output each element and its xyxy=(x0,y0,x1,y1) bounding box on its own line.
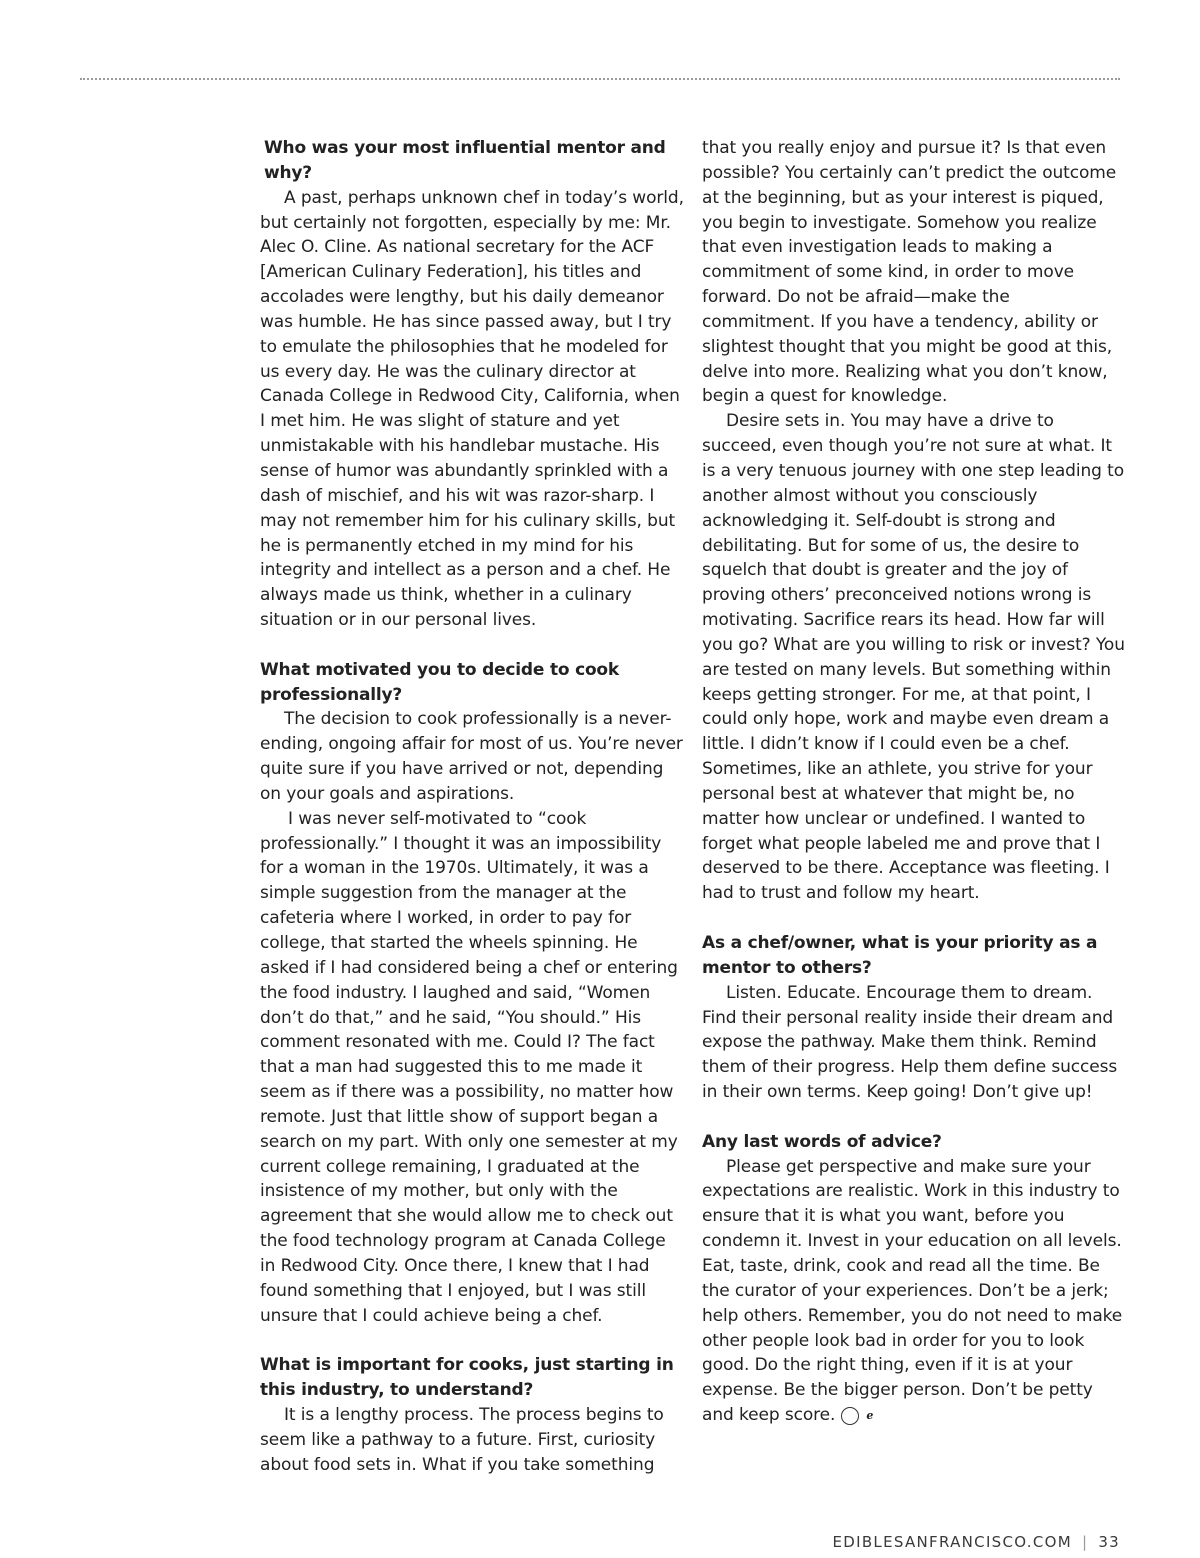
answer-advice xyxy=(702,1155,1126,1428)
answer-motivation-2: I was never self-motivated to “cook professionally.” I thought it was an impossibility for a woman in the 1970s. Ultimately, it was a simple suggestion from the manager at the cafeteria where I worked, in order to pay for college, that started the wheels spinning. He asked if I had considered being a chef or entering the food industry. I laughed and said, “Women don’t do that,” and he said, “You should.” His comment resonated with me. Could I? The fact that a man had suggested this to me made it seem as if there was a possibility, no matter how remote. Just that little show of support began a search on my part. With only one semester at my current college remaining, I graduated at the insistence of my mother, but only with the agreement that she would allow me to check out the food technology program at Canada College in Redwood City. Once there, I knew that I had found something that I enjoyed, but I was still unsure that I could achieve being a chef. xyxy=(260,808,678,1326)
answer-cooks-starting-2: Desire sets in. You may have a drive to succeed, even though you’re not sure at what. It is a very tenuous journey with one step leading to another almost without you consciously acknowledging it. Self-doubt is strong and debilitating. But for some of us, the desire to squelch that doubt is greater and the joy of proving others’ preconceived notions wrong is motivating. Sacrifice rears its head. How far will you go? What are you willing to risk or invest? You are tested on many levels. But something within keeps getting stronger. For me, at that point, I could only hope, work and maybe even dream a little. I didn’t know if I could even be a chef. Sometimes, like an athlete, you strive for your personal best at whatever that might be, no matter how unclear or undefined. I wanted to forget what people labeled me and prove that I deserved to be there. Acceptance was fleeting. I had to trust and follow my heart. xyxy=(702,411,1125,904)
question-mentor: Who was your most influential mentor and why? xyxy=(264,138,666,183)
answer-cooks-starting-continued: that you really enjoy and pursue it? Is that even possible? You certainly can’t predict the outcome at the beginning, but as your interest is piqued, you begin to investigate. Somehow you realize that even investigation leads to making a commitment of some kind, in order to move forward. Do not be afraid—make the commitment. If you have a tendency, ability or slightest thought that you might be good at this, delve into more. Realizing what you don’t know, begin a quest for knowledge. xyxy=(702,138,1117,407)
answer-motivation-1: The decision to cook professionally is a never-ending, ongoing affair for most of us. You’re never quite sure if you have arrived or not, depending on your goals and aspirations. xyxy=(260,709,683,804)
top-dotted-rule xyxy=(80,78,1120,80)
page-number: 33 xyxy=(1098,1533,1120,1551)
question-advice: Any last words of advice? xyxy=(702,1131,942,1152)
footer-site: EDIBLESANFRANCISCO.COM xyxy=(832,1533,1072,1551)
footer-separator: | xyxy=(1081,1533,1089,1551)
end-mark-icon: e xyxy=(841,1407,859,1425)
question-motivation: What motivated you to decide to cook professionally? xyxy=(260,659,620,705)
section-gap xyxy=(260,1329,684,1354)
answer-priority: Listen. Educate. Encourage them to dream. Find their personal reality inside their dream and expose the pathway. Make them think. Remind them of their progress. Help them define success in their own terms. Keep going! Don’t give up! xyxy=(702,982,1118,1103)
section-gap xyxy=(702,906,1126,931)
section-gap xyxy=(702,1105,1126,1130)
answer-advice-text: Please get perspective and make sure your expectations are realistic. Work in this industry to ensure that it is what you want, before you condemn it. Invest in your education on all levels. Eat, taste, drink, cook and read all the time. Be the curator of your experiences. Don’t be a jerk; help others. Remember, you do not need to make other people look bad in order for you to look good. Do the right thing, even if it is at your expense. Be the bigger person. Don’t be petty and keep score. xyxy=(702,1156,1123,1426)
left-column xyxy=(260,136,684,1478)
section-gap xyxy=(260,633,684,658)
answer-cooks-starting-1: It is a lengthy process. The process begins to seem like a pathway to a future. First, curiosity about food sets in. What if you take something xyxy=(260,1405,664,1475)
question-cooks-starting: What is important for cooks, just starting in this industry, to understand? xyxy=(260,1355,674,1401)
right-column xyxy=(702,136,1126,1428)
answer-mentor: A past, perhaps unknown chef in today’s world, but certainly not forgotten, especially by me: Mr. Alec O. Cline. As national secretary for the ACF [American Culinary Federation], his titles and accolades were lengthy, but his daily demeanor was humble. He has since passed away, but I try to emulate the philosophies that he modeled for us every day. He was the culinary director at Canada College in Redwood City, California, when I met him. He was slight of stature and yet unmistakable with his handlebar mustache. His sense of humor was abundantly sprinkled with a dash of mischief, and his wit was razor-sharp. I may not remember him for his culinary skills, but he is permanently etched in my mind for his integrity and intellect as a person and a chef. He always made us think, whether in a culinary situation or in our personal lives. xyxy=(260,187,684,631)
question-priority: As a chef/owner, what is your priority as a mentor to others? xyxy=(702,933,1098,978)
page-footer xyxy=(832,1533,1120,1551)
